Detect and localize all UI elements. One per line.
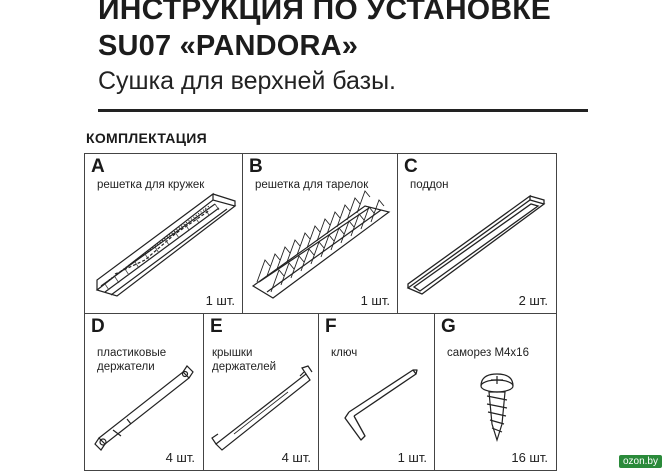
part-card-b — [242, 153, 399, 314]
part-card-f — [318, 313, 436, 471]
plastic-holder-illustration — [85, 314, 205, 472]
part-letter: D — [91, 316, 105, 337]
part-description: решетка для тарелок — [255, 179, 369, 191]
part-quantity: 4 шт. — [165, 450, 195, 465]
part-description: ключ — [331, 347, 358, 359]
self-tapping-screw-illustration — [435, 314, 558, 472]
document-title-line-2: SU07 «PANDORA» — [98, 30, 359, 62]
part-quantity: 1 шт. — [360, 293, 390, 308]
part-letter: F — [325, 316, 337, 337]
section-title: КОМПЛЕКТАЦИЯ — [86, 130, 207, 146]
part-quantity: 1 шт. — [397, 450, 427, 465]
part-quantity: 4 шт. — [281, 450, 311, 465]
part-quantity: 1 шт. — [205, 293, 235, 308]
part-description: решетка для кружек — [97, 179, 205, 191]
part-card-a — [84, 153, 244, 314]
document-subtitle: Сушка для верхней базы. — [98, 67, 396, 95]
part-letter: B — [249, 156, 263, 177]
part-card-d — [84, 313, 204, 471]
hex-key-illustration — [319, 314, 437, 472]
part-description: поддон — [410, 179, 449, 191]
part-letter: E — [210, 316, 223, 337]
part-letter: C — [404, 156, 418, 177]
part-description-line-1: пластиковые — [97, 347, 167, 359]
drip-tray-illustration — [398, 154, 558, 315]
part-card-e — [203, 313, 320, 471]
part-letter: G — [441, 316, 456, 337]
cup-rack-illustration — [85, 154, 245, 315]
part-quantity: 16 шт. — [511, 450, 548, 465]
part-quantity: 2 шт. — [518, 293, 548, 308]
part-description-line-1: крышки — [212, 347, 253, 359]
part-letter: A — [91, 156, 105, 177]
plate-rack-illustration — [243, 154, 400, 315]
watermark: ozon.by — [619, 455, 662, 468]
holder-cap-illustration — [204, 314, 321, 472]
part-description-line-2: держатели — [97, 361, 155, 373]
part-description-line-2: держателей — [212, 361, 277, 373]
part-card-g — [434, 313, 557, 471]
header-divider — [98, 109, 588, 112]
part-description: саморез M4x16 — [447, 347, 529, 359]
document-title-line-1: ИНСТРУКЦИЯ ПО УСТАНОВКЕ — [98, 0, 551, 26]
part-card-c — [397, 153, 557, 314]
